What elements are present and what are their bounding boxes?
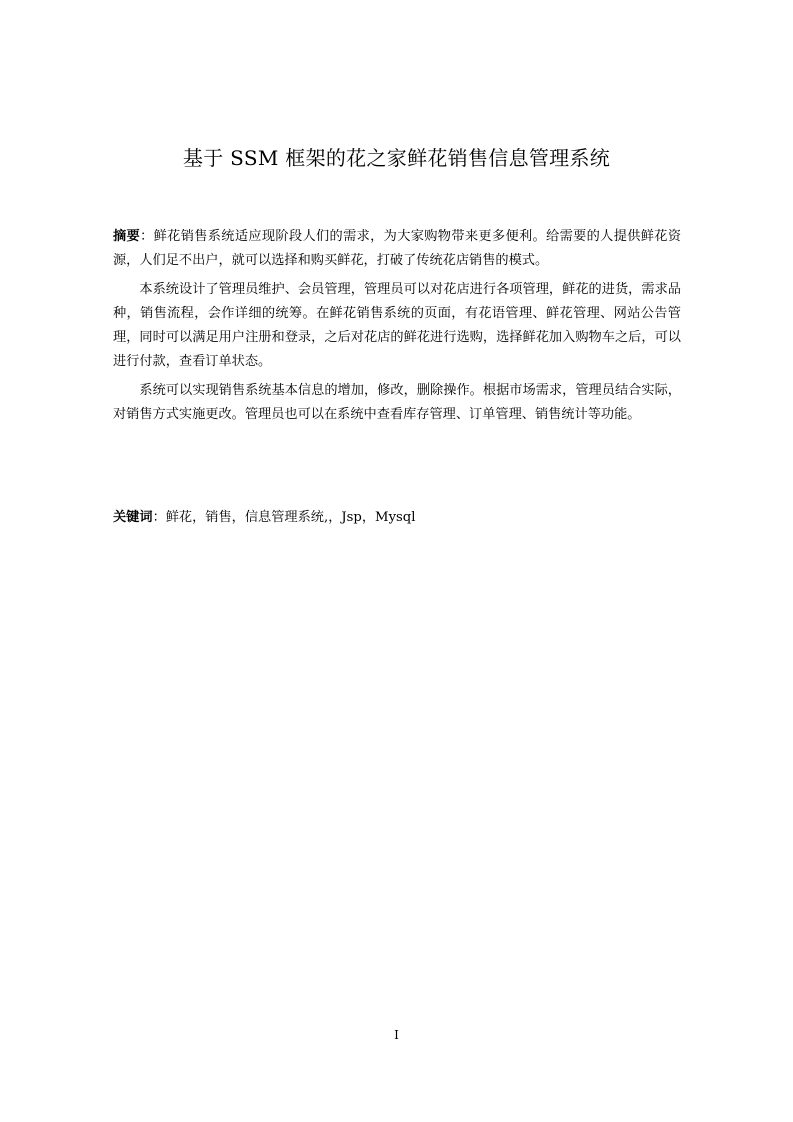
abstract-label-colon: ： <box>140 229 154 244</box>
page-number: I <box>394 1028 399 1042</box>
abstract-paragraph-1-text: 鲜花销售系统适应现阶段人们的需求，为大家购物带来更多便利。给需要的人提供鲜花资源，人们足不出户，就可以选择和购买鲜花，打破了传统花店销售的模式。 <box>113 229 682 268</box>
document-title: 基于 SSM 框架的花之家鲜花销售信息管理系统 <box>182 146 611 170</box>
keywords-label-colon: ： <box>152 510 166 525</box>
abstract-paragraph-2: 本系统设计了管理员维护、会员管理，管理员可以对花店进行各项管理，鲜花的进货，需求品种，销售流程，会作详细的统筹。在鲜花销售系统的页面，有花语管理、鲜花管理、网站公告管理，同时可以满足用户注册和登录，之后对花店的鲜花进行选购，选择鲜花加入购物车之后，可以进行付款，查看订单状态。 <box>113 282 681 369</box>
abstract-label: 摘要 <box>113 229 141 244</box>
abstract-paragraph-1 <box>113 225 681 273</box>
keywords-text: 鲜花，销售，信息管理系统,，Jsp，Mysql <box>165 510 416 525</box>
keywords-label: 关键词 <box>113 510 153 525</box>
keywords-line <box>113 506 681 530</box>
abstract-section <box>113 225 681 432</box>
abstract-paragraph-3: 系统可以实现销售系统基本信息的增加，修改，删除操作。根据市场需求，管理员结合实际，对销售方式实施更改。管理员也可以在系统中查看库存管理、订单管理、销售统计等功能。 <box>113 383 681 422</box>
